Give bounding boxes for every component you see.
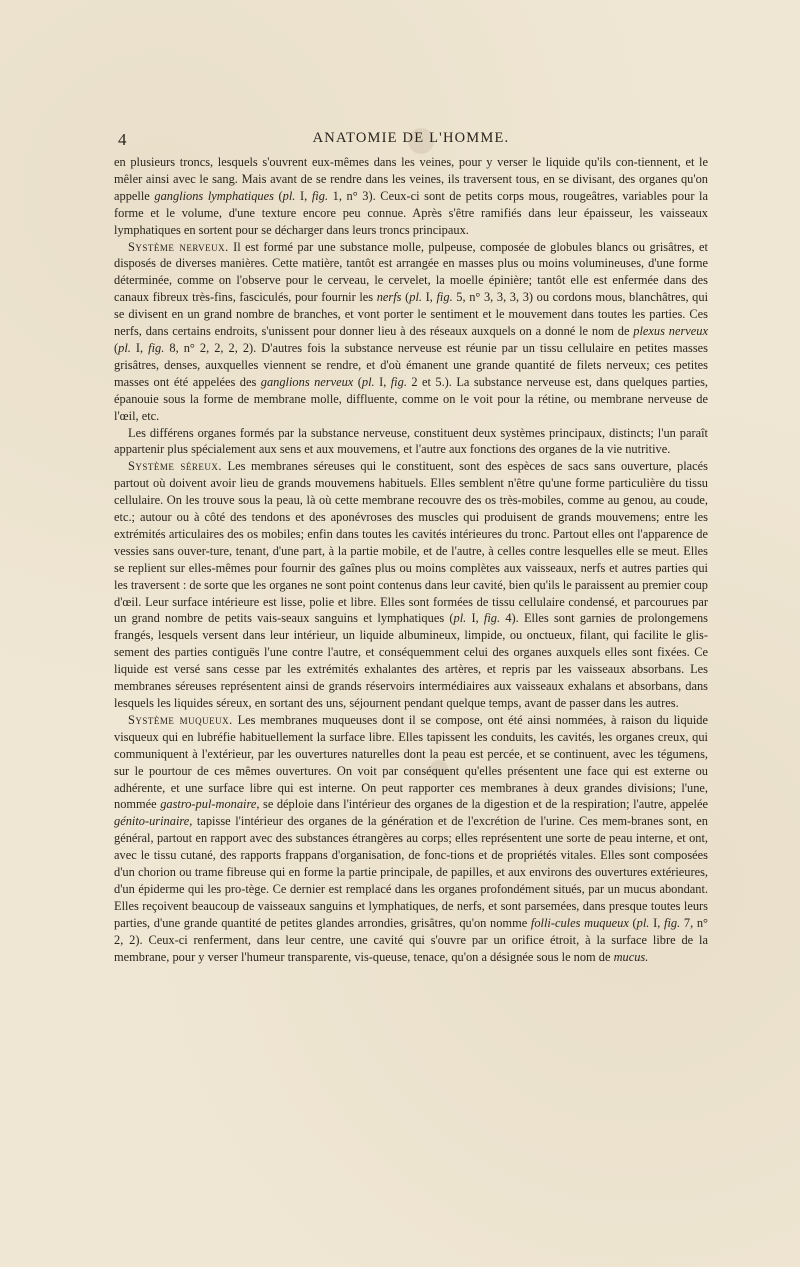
- text-run: 4). Elles sont garnies de prolongemens frangés, lesquels versent dans leur intérieur, un liquide albumineux, limpide, ou onctueux, filant, qui facilite le glis-sement des parties contiguës l'une contre l'autre, et conséquemment celui des organes auxquels elles sont fixées. Ce liquide est versé sans cesse par les extrémités exhalantes des artères, et repris par les vaisseaux absorbans. Les membranes séreuses représentent ainsi de grands réservoirs intermédiaires aux vaisseaux exhalans et absorbans, dans lesquels les liquides séreux, en sortant des uns, séjournent pendant quelque temps, avant de passer dans les autres.: [114, 611, 708, 710]
- italic-text: fig.: [483, 611, 501, 626]
- text-run: 5, n° 3, 3, 3, 3) ou cordons mous, blanchâtres, qui se divisent en un grand nombre de branches, et vont porter le sentiment et le mouvement dans toutes les parties. Ces nerfs, dans certains endroits, s'unissent pour donner lieu à des réseaux auxquels on a donné le nom de: [114, 290, 709, 339]
- text-run: Les membranes séreuses qui le constituent, sont des espèces de sacs sans ouverture, placés partout où doivent avoir lieu de grands mouvemens habituels. Elles semblent n'être qu'une forme particulière du tissu cellulaire. On les trouve sous la peau, là où cette membrane recouvre des os très-mobiles, comme au genou, au coude, etc.; autour ou à côté des tendons et des aponévroses des muscles qui produisent de grands mouvemens; entre les extrémités articulaires des os mobiles; enfin dans toutes les cavités intérieures du tronc. Partout elles ont l'apparence de vessies sans ouver-ture, tenant, d'une part, à la partie mobile, et de l'autre, à celles contre lesquelles elle se meut. Elles se replient sur elles-mêmes pour fournir des gaînes plus ou moins complètes aux vaisseaux, nerfs et autres parties qui les traversent : de sorte que les organes ne sont point contenus dans leur cavité, bien qu'ils le paraissent au premier coup d'œil. Leur surface intérieure est lisse, polie et libre. Elles sont formées de tissu cellulaire condensé, et parcourues par un grand nombre de petits vais-seaux sanguins et lymphatiques (: [114, 459, 708, 626]
- text-run: Les différens organes formés par la substance nerveuse, constituent deux systèmes principaux, distincts; l'un paraît appartenir plus spécialement aux sens et aux mouvemens, et l'autre aux fonctions des organes de la vie nutritive.: [114, 425, 708, 457]
- text-run: (: [628, 915, 637, 930]
- text-run: en plusieurs troncs, lesquels s'ouvrent eux-mêmes dans les veines, pour y verser le liquide qu'ils con-tiennent, et le mêler ainsi avec le sang. Mais avant de se rendre dans les veines, ils traversent tous, en se divisant, des organes qu'on appelle: [114, 155, 708, 203]
- italic-text: pl.: [636, 915, 650, 930]
- text-run: I,: [649, 915, 665, 930]
- book-page: [114, 128, 708, 1128]
- paragraph: [114, 712, 708, 966]
- italic-text: ganglions lymphatiques: [154, 188, 274, 203]
- paragraph: [114, 239, 708, 425]
- italic-text: pl.: [118, 340, 131, 355]
- italic-text: pl.: [453, 611, 467, 626]
- italic-text: pl.: [361, 374, 375, 389]
- italic-text: ganglions nerveux: [260, 374, 354, 389]
- section-heading: Système nerveux.: [128, 239, 229, 254]
- text-run: Les membranes muqueuses dont il se compose, ont été ainsi nommées, à raison du liquide visqueux qui en lubréfie habituellement la surface libre. Elles tapissent les conduits, les cavités, les organes creux, qui communiquent à l'extérieur, par les ouvertures naturelles dont la peau est percée, et se continuent, avec les tégumens, sur le pourtour de ces mêmes ouvertures. On voit par conséquent qu'elles présentent une face qui est externe ou adhérente, et une surface libre qui est interne. On peut rapporter ces membranes à deux grandes divisions; l'une, nommée: [114, 712, 708, 812]
- text-run: (: [273, 188, 283, 203]
- paragraph: [114, 154, 708, 239]
- text-run: I,: [466, 611, 484, 626]
- text-run: I,: [422, 290, 437, 305]
- text-run: I,: [130, 340, 149, 355]
- italic-text: pl.: [282, 188, 296, 203]
- italic-text: fig.: [436, 290, 453, 305]
- paragraph: [114, 425, 708, 459]
- text-run: (: [114, 340, 119, 355]
- italic-text: fig.: [311, 188, 329, 203]
- italic-text: génito-urinaire,: [114, 814, 193, 829]
- text-run: (: [401, 290, 410, 305]
- page-number: 4: [118, 130, 127, 149]
- italic-text: fig.: [390, 374, 407, 389]
- italic-text: fig.: [148, 340, 165, 355]
- text-run: I,: [374, 374, 391, 389]
- text-run: tapisse l'intérieur des organes de la génération et de l'excrétion de l'urine. Ces mem-branes sont, en général, partout en rapport avec des substances étrangères au corps; elles représentent une sorte de peau interne, et ont, avec le tissu cutané, des rapports frappans d'organisation, de fonc-tions et de propriétés vitales. Elles sont composées d'un chorion ou trame fibreuse qui en forme la partie principale, de papilles, et aux environs des ouvertures extérieures, d'un épiderme qui les pro-tège. Ce dernier est remplacé dans les organes profondément situés, par un mucus abondant. Elles reçoivent beaucoup de vaisseaux sanguins et lymphatiques, de nerfs, et sont parsemées, dans presque toutes leurs parties, d'une grande quantité de petites glandes arrondies, grisâtres, qu'on nomme: [114, 814, 708, 930]
- text-run: 2 et 5.). La substance nerveuse est, dans quelques parties, épanouie sous la forme de membrane molle, diffluente, comme on le voit pour la rétine, ou membrane nerveuse de l'œil, etc.: [114, 374, 708, 423]
- paragraph: [114, 458, 708, 712]
- italic-text: nerfs: [376, 290, 402, 305]
- text-run: 7, n° 2, 2). Ceux-ci renferment, dans leur centre, une cavité qui s'ouvre par un orifice étroit, à la surface libre de la membrane, pour y verser l'humeur transparente, vis-queuse, tenace, qu'on a désignée sous le nom de: [114, 915, 709, 964]
- italic-text: folli-cules muqueux: [530, 915, 629, 930]
- italic-text: plexus nerveux: [633, 324, 708, 339]
- italic-text: gastro-pul-monaire,: [160, 797, 260, 812]
- text-run: I,: [295, 188, 312, 203]
- text-run: 8, n° 2, 2, 2, 2). D'autres fois la substance nerveuse est réunie par un tissu cellulaire en petites masses grisâtres, denses, auxquelles viennent se rendre, et d'où émanent une grande quantité de filets nerveux; ces petites masses ont été appelées des: [114, 340, 708, 389]
- italic-text: mucus.: [613, 949, 649, 964]
- section-heading: Système muqueux.: [128, 712, 233, 727]
- text-run: se déploie dans l'intérieur des organes de la digestion et de la respiration; l'autre, appelée: [259, 797, 709, 812]
- text-run: (: [353, 374, 362, 389]
- running-title: ANATOMIE DE L'HOMME.: [312, 130, 510, 146]
- text-run: 1, n° 3). Ceux-ci sont de petits corps mous, rougeâtres, variables pour la forme et le volume, d'une texture encore peu connue. Après s'être ramifiés dans leur épaisseur, les vaisseaux lymphatiques en sortent pour se décharger dans leurs troncs principaux.: [114, 188, 708, 237]
- page-header: [114, 128, 708, 150]
- section-heading: Système séreux.: [128, 459, 223, 474]
- body-text: [114, 154, 708, 966]
- italic-text: pl.: [409, 290, 423, 305]
- italic-text: fig.: [664, 915, 681, 930]
- text-run: Il est formé par une substance molle, pulpeuse, composée de globules blancs ou grisâtres, et disposés de diverses manières. Cette matière, tantôt est arrangée en masses plus ou moins volumineuses, d'une forme déterminée, comme on l'observe pour le cerveau, le cervelet, la moelle épinière; tantôt elle est enfermée dans des canaux fibreux très-fins, fasciculés, pour fournir les: [114, 239, 708, 305]
